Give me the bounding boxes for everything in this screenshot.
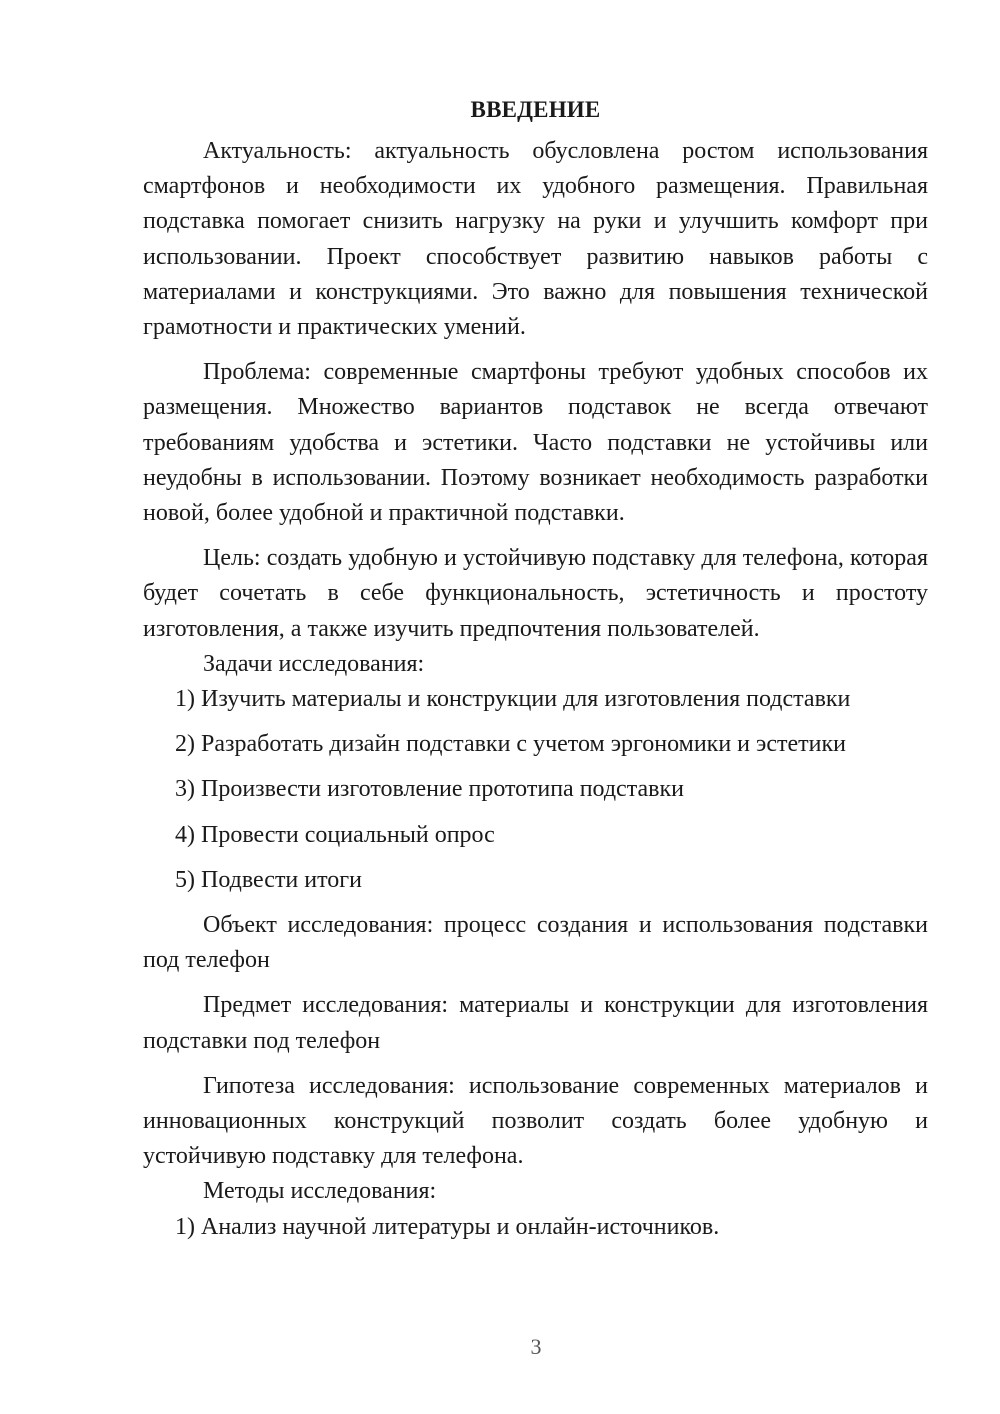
- subject-paragraph: Предмет исследования: материалы и конструкции для изготовления подставки под телефон: [143, 992, 928, 1054]
- list-item: 3) Произвести изготовление прототипа подставки: [175, 776, 684, 803]
- methods-heading: Методы исследования:: [203, 1178, 437, 1205]
- list-item: 1) Изучить материалы и конструкции для изготовления подставки: [175, 686, 851, 713]
- list-item: 1) Анализ научной литературы и онлайн-источников.: [175, 1213, 720, 1240]
- list-item: 5) Подвести итоги: [175, 866, 362, 893]
- page-content: [143, 92, 928, 1245]
- list-item: 4) Провести социальный опрос: [175, 821, 495, 848]
- page-title: ВВЕДЕНИЕ: [470, 97, 601, 122]
- methods-list: [143, 1210, 928, 1245]
- list-item: 2) Разработать дизайн подставки с учетом эргономики и эстетики: [175, 731, 846, 758]
- hypothesis-paragraph: Гипотеза исследования: использование современных материалов и инновационных конструкций позволит создать более удобную и устойчивую подставку для телефона.: [143, 1072, 928, 1170]
- goal-paragraph: Цель: создать удобную и устойчивую подставку для телефона, которая будет сочетать в себе функциональность, эстетичность и простоту изготовления, а также изучить предпочтения пользователей.: [143, 545, 928, 642]
- tasks-heading: Задачи исследования:: [203, 650, 425, 677]
- object-paragraph: Объект исследования: процесс создания и использования подставки под телефон: [143, 912, 928, 974]
- page-number: 3: [530, 1334, 542, 1359]
- problem-paragraph: Проблема: современные смартфоны требуют удобных способов их размещения. Множество вариантов подставок не всегда отвечают требованиям удобства и эстетики. Часто подставки не устойчивы или неудобны в использовании. Поэтому возникает необходимость разработки новой, более удобной и практичной подставки.: [143, 359, 928, 527]
- relevance-paragraph: Актуальность: актуальность обусловлена ростом использования смартфонов и необходимости их удобного размещения. Правильная подставка помогает снизить нагрузку на руки и улучшить комфорт при использовании. Проект способствует развитию навыков работы с материалами и конструкциями. Это важно для повышения технической грамотности и практических умений.: [143, 138, 928, 341]
- tasks-list: [143, 682, 928, 898]
